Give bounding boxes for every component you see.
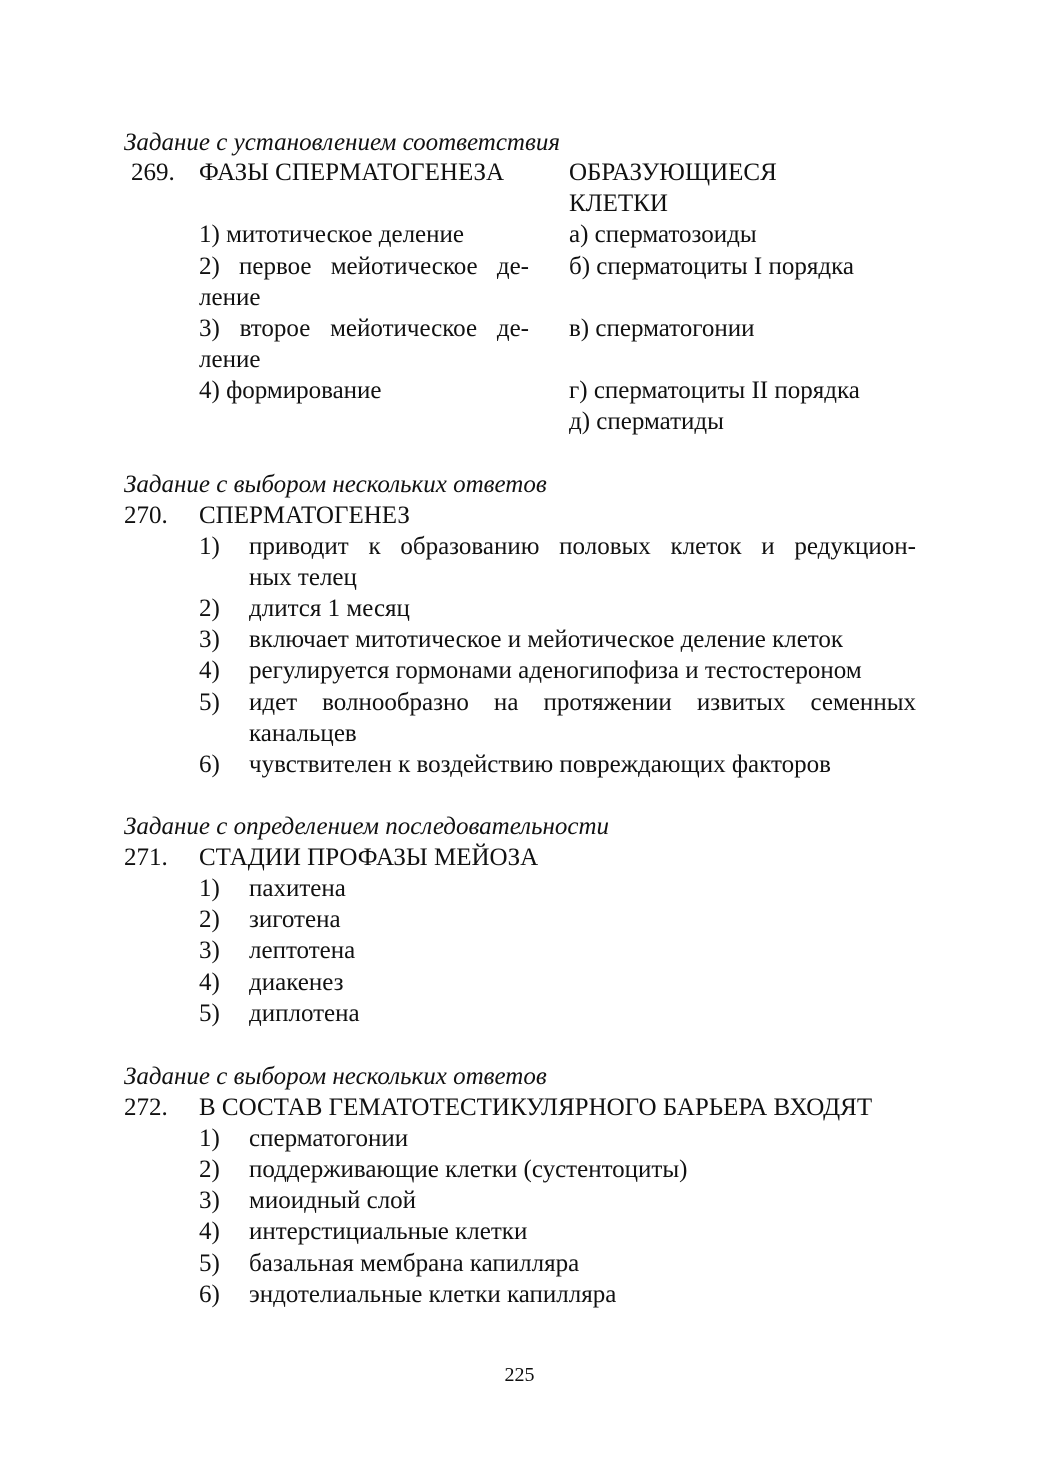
match-left-item: 3) второе мейотическое де- [199, 315, 529, 342]
match-left-item: 2) первое мейотическое де- [199, 253, 529, 280]
option-number: 6) [199, 1281, 220, 1308]
question-title: СПЕРМАТОГЕНЕЗ [199, 502, 410, 529]
option-text: зиготена [249, 906, 341, 933]
option-text: диплотена [249, 1000, 360, 1027]
question-number: 269. [131, 159, 175, 186]
question-title: СТАДИИ ПРОФАЗЫ МЕЙОЗА [199, 844, 539, 871]
match-right-item: б) сперматоциты I порядка [569, 253, 854, 280]
match-left-item: 4) формирование [199, 377, 382, 404]
task-type-label: Задание с выбором нескольких ответов [124, 471, 547, 498]
option-text: лептотена [249, 937, 356, 964]
option-number: 4) [199, 969, 220, 996]
match-left-header: ФАЗЫ СПЕРМАТОГЕНЕЗА [199, 159, 505, 186]
question-number: 272. [124, 1094, 168, 1121]
question-number: 271. [124, 844, 168, 871]
match-left-item-cont: ление [199, 284, 261, 311]
option-number: 6) [199, 751, 220, 778]
option-number: 3) [199, 626, 220, 653]
option-text: поддерживающие клетки (сустентоциты) [249, 1156, 688, 1183]
option-text: приводит к образованию половых клеток и редукцион- [249, 533, 916, 560]
option-text: включает митотическое и мейотическое деление клеток [249, 626, 844, 653]
option-text: базальная мембрана капилляра [249, 1250, 580, 1277]
option-number: 2) [199, 595, 220, 622]
option-text: диакенез [249, 969, 344, 996]
match-right-item: д) сперматиды [569, 408, 724, 435]
option-text: чувствителен к воздействию повреждающих факторов [249, 751, 831, 778]
match-right-item: а) сперматозоиды [569, 221, 757, 248]
option-text-cont: канальцев [249, 720, 357, 747]
match-left-item: 1) митотическое деление [199, 221, 465, 248]
match-right-header: ОБРАЗУЮЩИЕСЯ [569, 159, 777, 186]
match-right-header-cont: КЛЕТКИ [569, 190, 668, 217]
option-number: 4) [199, 1218, 220, 1245]
question-title: В СОСТАВ ГЕМАТОТЕСТИКУЛЯРНОГО БАРЬЕРА ВХОДЯТ [199, 1094, 873, 1121]
task-type-label: Задание с определением последовательности [124, 813, 609, 840]
match-right-item: в) сперматогонии [569, 315, 755, 342]
option-number: 5) [199, 1250, 220, 1277]
option-text: идет волнообразно на протяжении извитых семенных [249, 689, 916, 716]
option-number: 1) [199, 533, 220, 560]
match-left-item-cont: ление [199, 346, 261, 373]
task-type-label: Задание с установлением соответствия [124, 129, 560, 156]
option-text: сперматогонии [249, 1125, 409, 1152]
option-text: регулируется гормонами аденогипофиза и тестостероном [249, 657, 862, 684]
option-number: 5) [199, 1000, 220, 1027]
match-right-item: г) сперматоциты II порядка [569, 377, 860, 404]
option-number: 2) [199, 906, 220, 933]
option-text: эндотелиальные клетки капилляра [249, 1281, 617, 1308]
option-number: 1) [199, 1125, 220, 1152]
option-text: длится 1 месяц [249, 595, 410, 622]
option-text: интерстициальные клетки [249, 1218, 528, 1245]
page-number: 225 [504, 1364, 535, 1386]
option-number: 4) [199, 657, 220, 684]
option-text-cont: ных телец [249, 564, 357, 591]
option-number: 1) [199, 875, 220, 902]
option-text: миоидный слой [249, 1187, 417, 1214]
option-number: 2) [199, 1156, 220, 1183]
option-number: 3) [199, 937, 220, 964]
option-number: 3) [199, 1187, 220, 1214]
question-number: 270. [124, 502, 168, 529]
option-number: 5) [199, 689, 220, 716]
option-text: пахитена [249, 875, 346, 902]
task-type-label: Задание с выбором нескольких ответов [124, 1063, 547, 1090]
